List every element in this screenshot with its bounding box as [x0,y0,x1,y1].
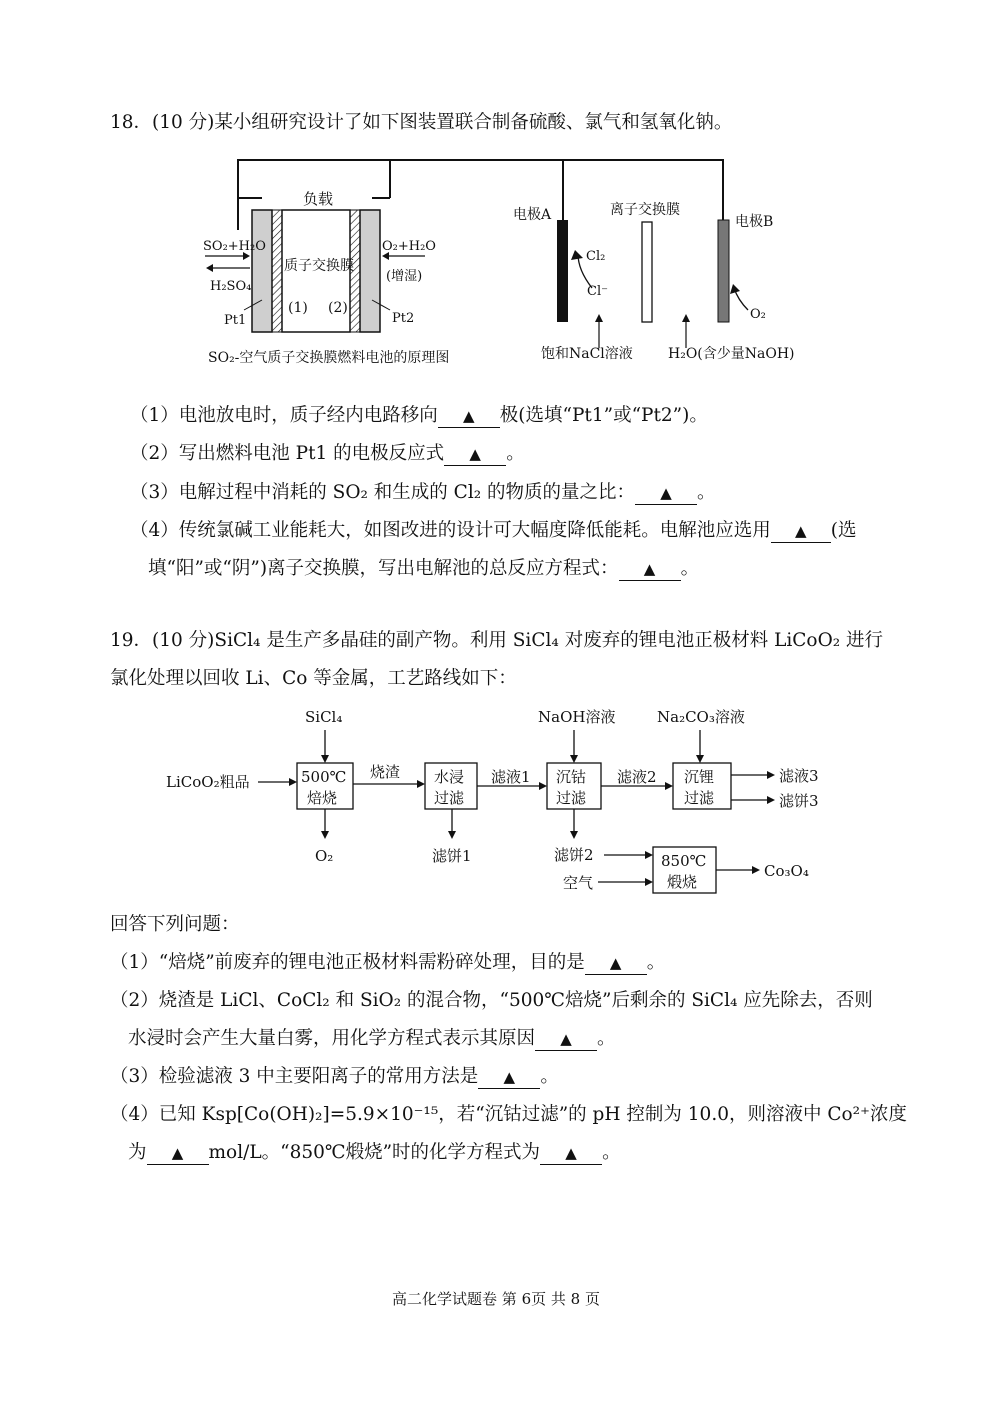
svg-text:SO₂+H₂O: SO₂+H₂O [203,239,266,254]
q19-flowchart [0,700,992,900]
svg-text:过滤: 过滤 [556,789,587,807]
svg-text:SiCl₄: SiCl₄ [305,708,343,726]
svg-text:空气: 空气 [563,874,594,892]
q18-title: 18．(10 分)某小组研究设计了如下图装置联合制备硫酸、氯气和氢氧化钠。 [110,112,733,133]
page-footer: 高二化学试题卷 第 6页 共 8 页 [392,1290,600,1308]
svg-text:LiCoO₂粗品: LiCoO₂粗品 [166,773,250,791]
answer-blank[interactable]: ▲ [585,952,647,975]
svg-text:滤饼1: 滤饼1 [432,847,472,865]
svg-text:饱和NaCl溶液: 饱和NaCl溶液 [541,346,633,362]
fuel-cell-right [360,210,380,332]
svg-text:沉锂: 沉锂 [684,768,715,786]
fuel-cell-caption: SO₂-空气质子交换膜燃料电池的原理图 [208,350,450,366]
q19-title-line2: 氯化处理以回收 Li、Co 等金属，工艺路线如下： [110,668,517,689]
svg-text:(2): (2) [328,300,348,316]
svg-text:滤液1: 滤液1 [491,768,531,786]
ion-exchange-membrane [642,222,652,322]
svg-text:Pt2: Pt2 [392,311,415,326]
q19-part4: （4）已知 Ksp[Co(OH)₂]=5.9×10⁻¹⁵，若“沉钴过滤”的 pH 控制为 10.0，则溶液中 Co²⁺浓度 [110,1104,907,1125]
answer-blank[interactable]: ▲ [540,1142,602,1165]
q18-part4-cont: 填“阳”或“阴”)离子交换膜，写出电解池的总反应方程式： ▲ 。 [148,558,700,579]
svg-text:O₂+H₂O: O₂+H₂O [382,239,436,254]
electrode-b [718,220,729,322]
load-label: 负载 [303,190,334,208]
q19-part2-cont: 水浸时会产生大量白雾，用化学方程式表示其原因 ▲ 。 [128,1028,616,1049]
svg-text:水浸: 水浸 [434,768,465,786]
q18-diagram [0,150,992,400]
electrode-a [557,220,568,322]
svg-text:500℃: 500℃ [301,768,347,786]
svg-text:滤饼2: 滤饼2 [554,846,594,864]
svg-text:(增湿): (增湿) [386,269,423,284]
q18-part2: （2）写出燃料电池 Pt1 的电极反应式 ▲ 。 [130,443,525,464]
svg-text:O₂: O₂ [750,307,766,322]
svg-text:Pt1: Pt1 [224,313,247,328]
svg-text:H₂SO₄: H₂SO₄ [210,279,252,294]
q19-part3: （3）检验滤液 3 中主要阳离子的常用方法是 ▲ 。 [110,1066,559,1087]
svg-text:H₂O(含少量NaOH): H₂O(含少量NaOH) [668,346,795,362]
answer-blank[interactable]: ▲ [619,558,681,581]
svg-text:Cl₂: Cl₂ [586,249,606,264]
fuel-cell-left [252,210,272,332]
q19-answer-intro: 回答下列问题： [110,914,240,935]
q19-title-line1: 19．(10 分)SiCl₄ 是生产多晶硅的副产物。利用 SiCl₄ 对废弃的锂电池正极材料 LiCoO₂ 进行 [110,630,884,651]
q19-part4-cont: 为 ▲ mol/L。“850℃煅烧”时的化学方程式为 ▲ 。 [128,1142,621,1163]
svg-text:电极B: 电极B [735,214,774,230]
svg-text:Co₃O₄: Co₃O₄ [764,862,809,880]
svg-text:Cl⁻: Cl⁻ [587,284,608,299]
svg-text:煅烧: 煅烧 [667,873,698,891]
svg-text:电极A: 电极A [513,207,552,223]
svg-text:烧渣: 烧渣 [370,763,401,781]
answer-blank[interactable]: ▲ [444,443,506,466]
q18-part4: （4）传统氯碱工业能耗大，如图改进的设计可大幅度降低能耗。电解池应选用 ▲ (选 [130,520,857,541]
q18-part3: （3）电解过程中消耗的 SO₂ 和生成的 Cl₂ 的物质的量之比： ▲ 。 [130,482,716,503]
svg-text:过滤: 过滤 [684,789,715,807]
answer-blank[interactable]: ▲ [635,482,697,505]
svg-text:离子交换膜: 离子交换膜 [610,202,680,218]
svg-text:(1): (1) [288,300,308,316]
svg-text:质子交换膜: 质子交换膜 [284,258,354,274]
answer-blank[interactable]: ▲ [147,1142,209,1165]
svg-text:NaOH溶液: NaOH溶液 [538,708,616,726]
svg-text:850℃: 850℃ [661,852,707,870]
answer-blank[interactable]: ▲ [478,1066,540,1089]
svg-text:滤液3: 滤液3 [779,767,819,785]
answer-blank[interactable]: ▲ [535,1028,597,1051]
svg-text:滤液2: 滤液2 [617,768,657,786]
svg-text:焙烧: 焙烧 [307,789,338,807]
svg-text:Na₂CO₃溶液: Na₂CO₃溶液 [657,708,745,726]
svg-text:沉钴: 沉钴 [556,768,587,786]
svg-text:O₂: O₂ [315,847,334,865]
q19-part1: （1）“焙烧”前废弃的锂电池正极材料需粉碎处理，目的是 ▲ 。 [110,952,666,973]
q18-part1: （1）电池放电时，质子经内电路移向 ▲ 极(选填“Pt1”或“Pt2”)。 [130,405,708,426]
answer-blank[interactable]: ▲ [771,520,831,543]
q19-part2: （2）烧渣是 LiCl、CoCl₂ 和 SiO₂ 的混合物，“500℃焙烧”后剩余的 SiCl₄ 应先除去，否则 [110,990,873,1011]
svg-text:过滤: 过滤 [434,789,465,807]
svg-text:滤饼3: 滤饼3 [779,792,819,810]
answer-blank[interactable]: ▲ [438,405,500,428]
